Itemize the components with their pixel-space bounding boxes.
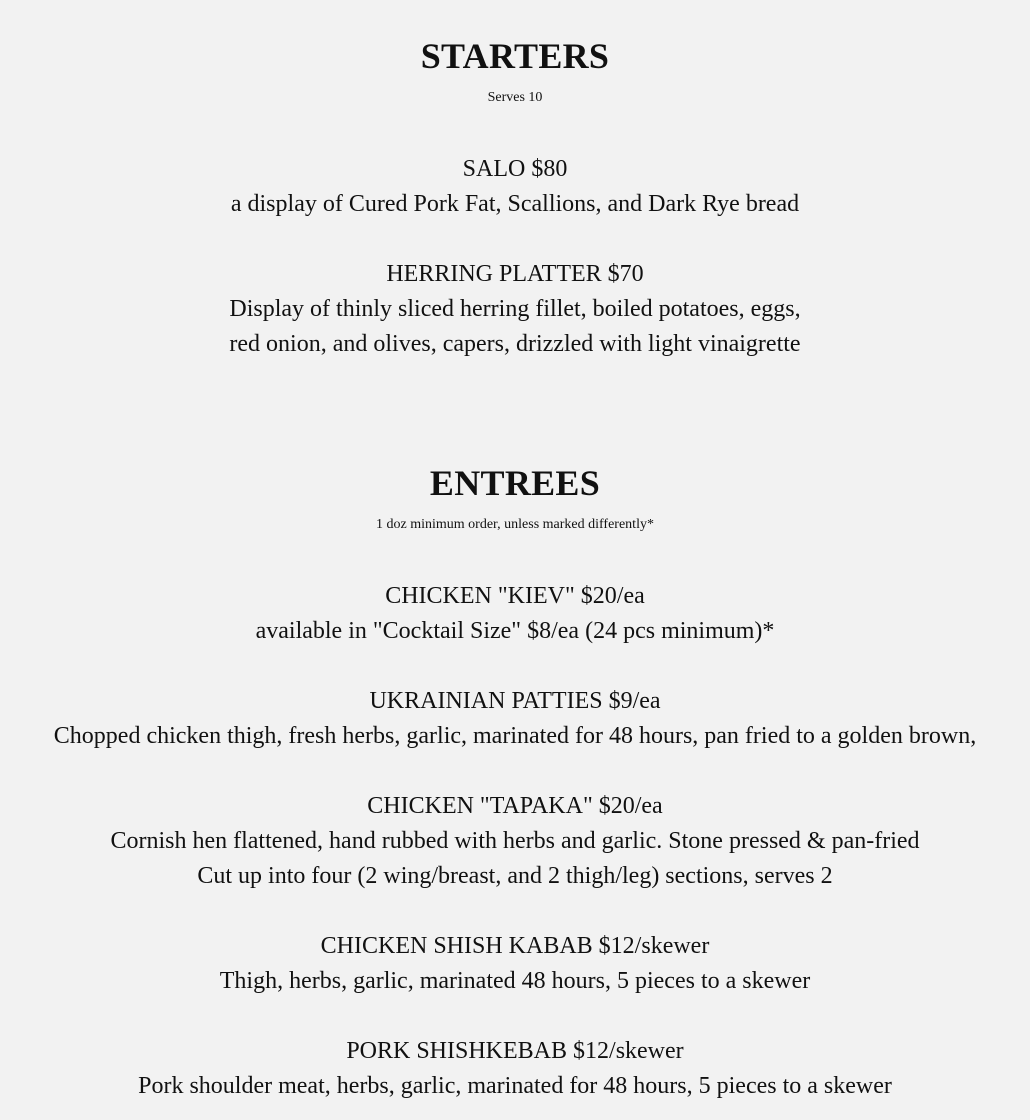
menu-item-name: CHICKEN "TAPAKA" $20/ea: [367, 793, 663, 819]
entrees-note: 1 doz minimum order, unless marked differently*: [376, 517, 654, 532]
menu-item-description: a display of Cured Pork Fat, Scallions, and Dark Rye bread: [230, 191, 800, 217]
menu-item-name: PORK SHISHKEBAB $12/skewer: [346, 1038, 684, 1064]
menu-item-description: Cornish hen flattened, hand rubbed with herbs and garlic. Stone pressed & pan-fried: [110, 828, 920, 854]
menu-item-description: Chopped chicken thigh, fresh herbs, garlic, marinated for 48 hours, pan fried to a golden brown,: [53, 723, 977, 749]
starters-heading: STARTERS: [420, 36, 610, 76]
menu-item-name: CHICKEN SHISH KABAB $12/skewer: [320, 933, 710, 959]
menu-item-name: HERRING PLATTER $70: [386, 261, 644, 287]
menu-item-name: SALO $80: [462, 156, 568, 182]
menu-item-name: UKRAINIAN PATTIES $9/ea: [369, 688, 661, 714]
menu-item-description: Pork shoulder meat, herbs, garlic, marinated for 48 hours, 5 pieces to a skewer: [138, 1073, 892, 1099]
menu-item-description: Cut up into four (2 wing/breast, and 2 thigh/leg) sections, serves 2: [197, 863, 833, 889]
menu-item-description: available in "Cocktail Size" $8/ea (24 pcs minimum)*: [255, 618, 775, 644]
menu-item-description: Display of thinly sliced herring fillet, boiled potatoes, eggs,: [229, 296, 801, 322]
menu-item-name: CHICKEN "KIEV" $20/ea: [385, 583, 645, 609]
menu-item-description: red onion, and olives, capers, drizzled with light vinaigrette: [229, 331, 801, 357]
menu-item-description: Thigh, herbs, garlic, marinated 48 hours, 5 pieces to a skewer: [219, 968, 811, 994]
entrees-heading: ENTREES: [429, 463, 601, 503]
starters-note: Serves 10: [487, 90, 543, 105]
